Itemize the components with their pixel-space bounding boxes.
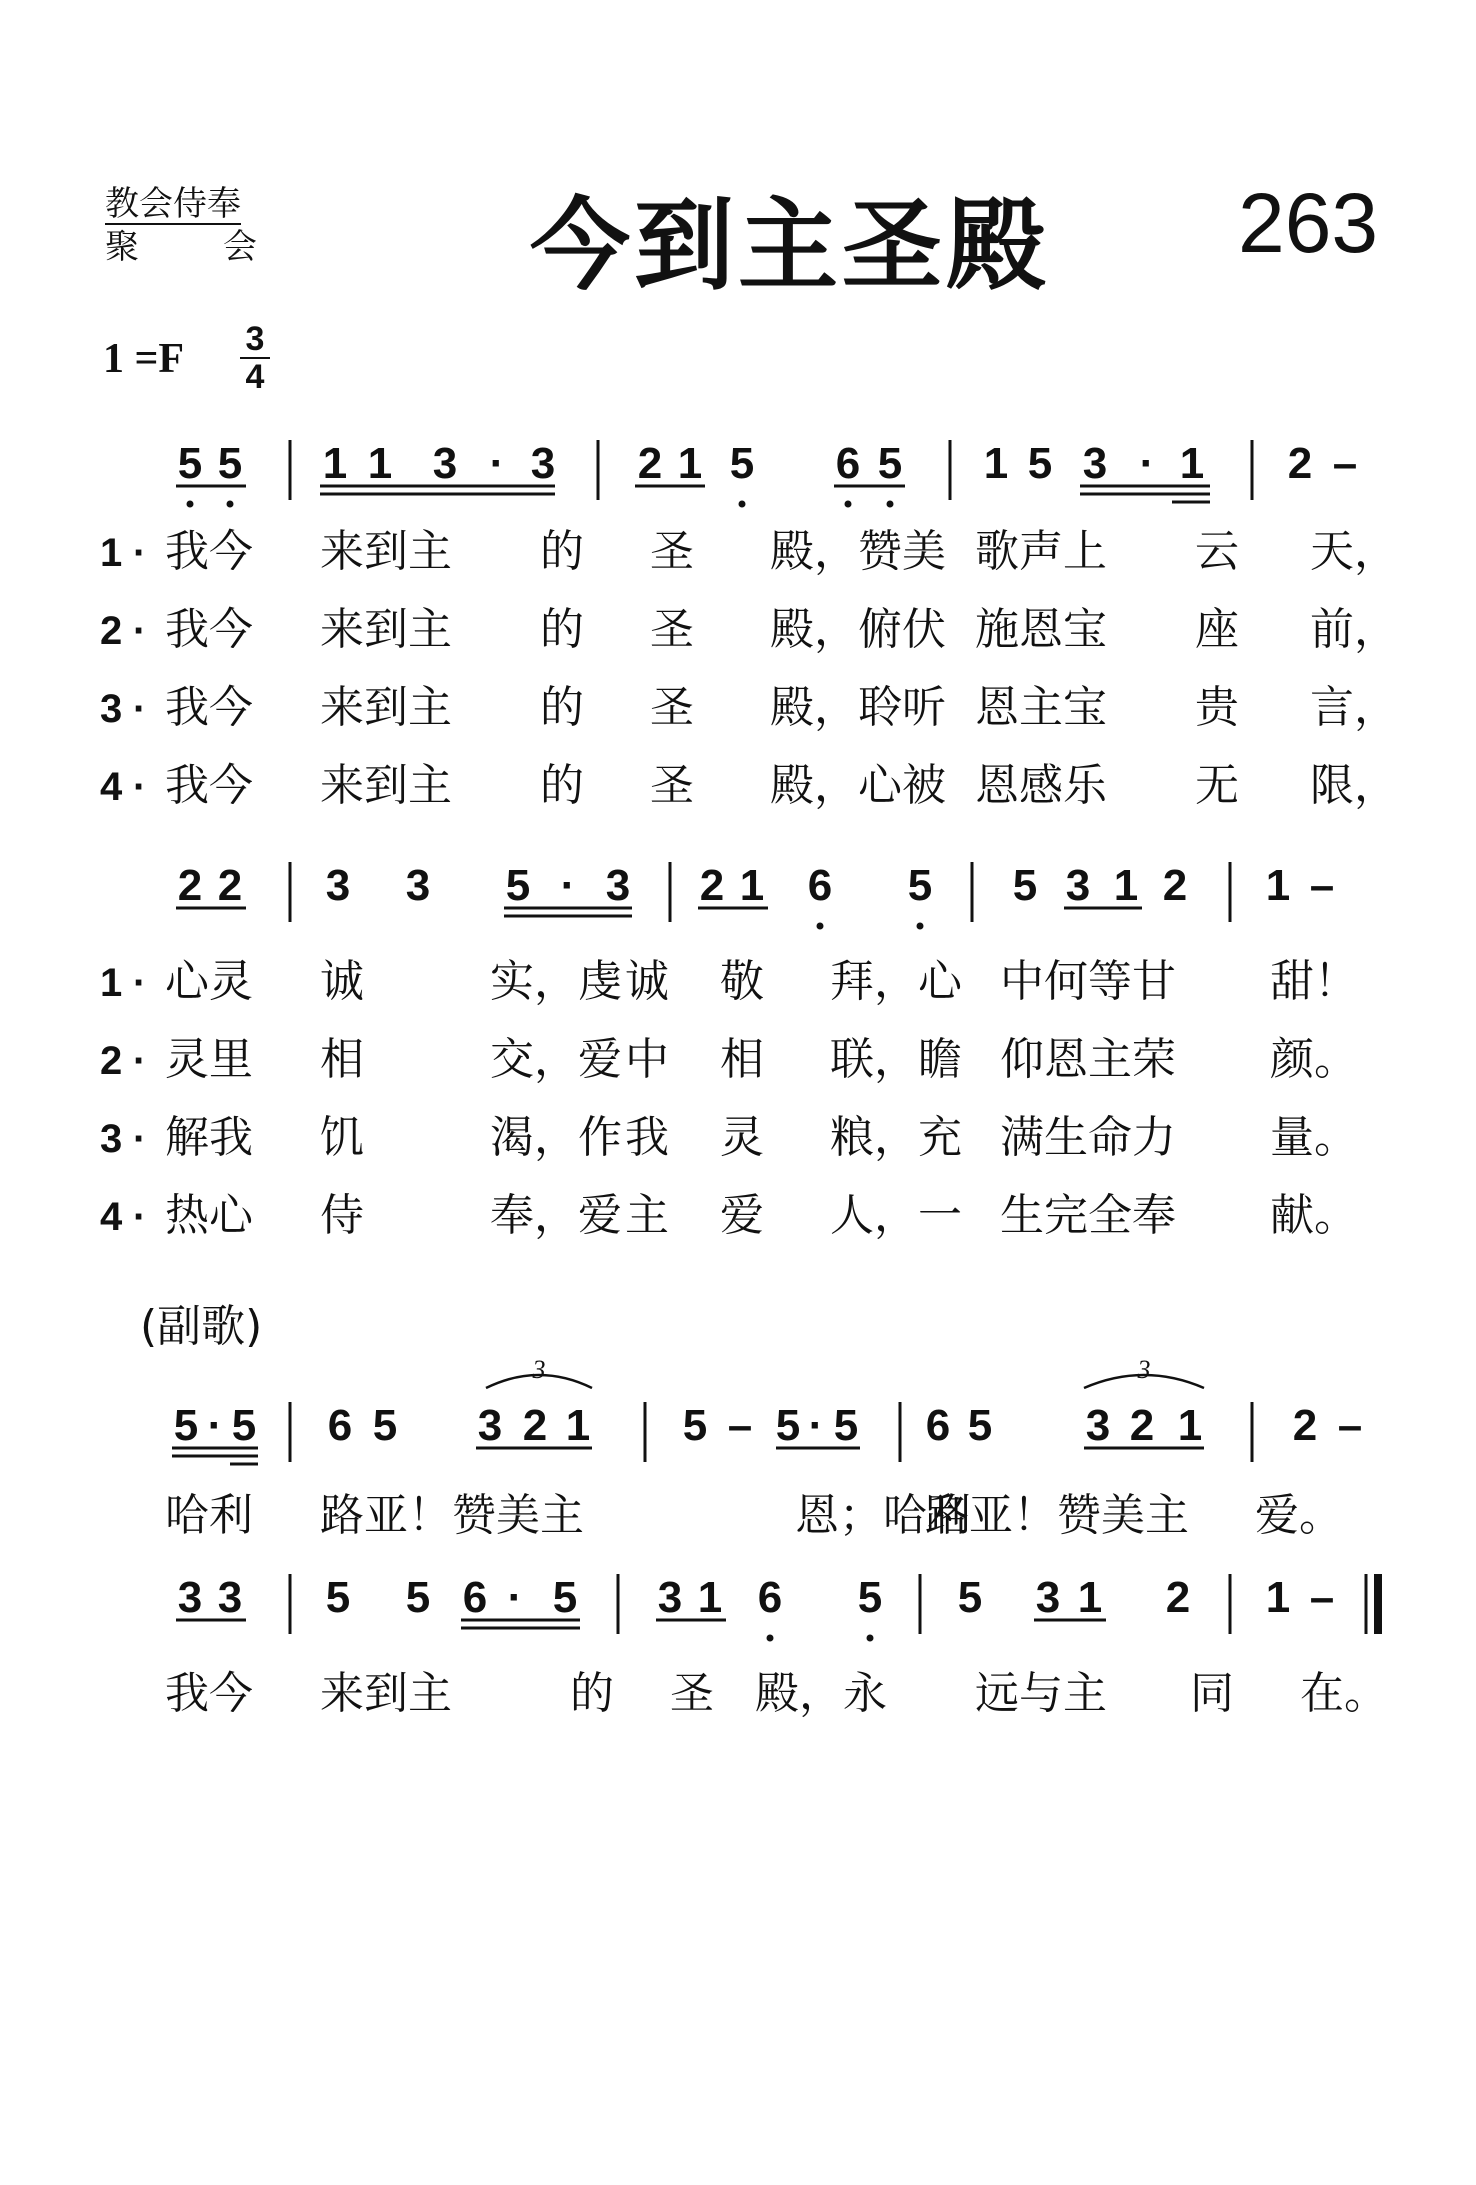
note-5: 5	[877, 439, 903, 488]
verse-number: 4	[100, 765, 123, 809]
lyric-syllable: 的	[540, 526, 584, 577]
lyric-syllable: 限，	[1310, 760, 1398, 811]
note-1: 1	[983, 439, 1009, 488]
low-octave-dot	[187, 501, 194, 508]
chorus-label: (副歌)	[140, 1301, 263, 1352]
note-5: 5	[857, 1573, 883, 1622]
note-3: 3	[477, 1401, 503, 1450]
lyric-syllable: 实，虔	[490, 956, 622, 1007]
note-dash: –	[1309, 861, 1335, 910]
lyric-syllable: 诚	[320, 956, 364, 1007]
lyric-syllable: 渴，作	[490, 1112, 622, 1163]
note-5: 5	[967, 1401, 993, 1450]
lyric-syllable: 的	[570, 1668, 614, 1719]
lyric-syllable: 圣	[650, 760, 694, 811]
lyric-syllable: 热心	[165, 1190, 253, 1241]
lyric-syllable: 远与主	[975, 1668, 1107, 1719]
note-1: 1	[739, 861, 765, 910]
note-1: 1	[322, 439, 348, 488]
lyric-syllable: 敬	[720, 956, 764, 1007]
verse-number: 2	[100, 1039, 123, 1083]
note-3: 3	[1082, 439, 1108, 488]
note-1: 1	[1265, 1573, 1291, 1622]
note-5: 5	[682, 1401, 708, 1450]
note-3: 3	[1065, 861, 1091, 910]
lyric-syllable: 交，爱	[490, 1034, 622, 1085]
lyric-syllable: 歌声上	[975, 526, 1107, 577]
note-1: 1	[565, 1401, 591, 1450]
note-2: 2	[637, 439, 663, 488]
note-dot: ·	[489, 439, 505, 488]
lyric-syllable: 来到主	[320, 526, 452, 577]
note-dot: ·	[808, 1401, 824, 1450]
verse-number-dot: ·	[133, 531, 147, 575]
note-3: 3	[177, 1573, 203, 1622]
lyric-syllable: 哈利	[165, 1490, 253, 1541]
note-3: 3	[217, 1573, 243, 1622]
lyric-syllable: 路亚！赞美主	[320, 1490, 584, 1541]
note-2: 2	[1162, 861, 1188, 910]
note-6: 6	[925, 1401, 951, 1450]
lyric-syllable: 我今	[165, 526, 253, 577]
note-dash: –	[1332, 439, 1358, 488]
lyric-syllable: 联，瞻	[830, 1034, 962, 1085]
lyric-syllable: 颜。	[1270, 1034, 1358, 1085]
lyric-syllable: 献。	[1270, 1190, 1358, 1241]
note-dot: ·	[207, 1401, 223, 1450]
lyric-syllable: 心灵	[165, 956, 253, 1007]
subcategory-char-a: 聚	[105, 227, 139, 267]
verse-number-dot: ·	[133, 961, 147, 1005]
verse-number: 1	[100, 531, 123, 575]
time-signature-top: 3	[245, 320, 265, 358]
note-5: 5	[177, 439, 203, 488]
lyric-syllable: 来到主	[320, 1668, 452, 1719]
note-5: 5	[833, 1401, 859, 1450]
note-1: 1	[1177, 1401, 1203, 1450]
note-2: 2	[1287, 439, 1313, 488]
note-3: 3	[405, 861, 431, 910]
note-2: 2	[1165, 1573, 1191, 1622]
verse-number: 3	[100, 1117, 123, 1161]
lyric-syllable: 主	[625, 1190, 669, 1241]
lyric-syllable: 言，	[1310, 682, 1398, 733]
note-3: 3	[325, 861, 351, 910]
note-1: 1	[1179, 439, 1205, 488]
lyric-syllable: 的	[540, 682, 584, 733]
subcategory-char-b: 会	[223, 227, 257, 267]
lyric-syllable: 我	[625, 1112, 669, 1163]
lyric-syllable: 相	[720, 1034, 764, 1085]
verse-number: 3	[100, 687, 123, 731]
note-2: 2	[699, 861, 725, 910]
lyric-syllable: 殿，心被	[770, 760, 946, 811]
low-octave-dot	[845, 501, 852, 508]
lyric-syllable: 同	[1190, 1668, 1234, 1719]
lyric-syllable: 满生命力	[1000, 1112, 1176, 1163]
note-3: 3	[432, 439, 458, 488]
lyric-syllable: 我今	[165, 1668, 253, 1719]
lyric-syllable: 在。	[1300, 1668, 1388, 1719]
lyric-syllable: 我今	[165, 604, 253, 655]
lyric-syllable: 殿，赞美	[770, 526, 946, 577]
lyric-syllable: 生完全奉	[1000, 1190, 1176, 1241]
low-octave-dot	[817, 923, 824, 930]
note-3: 3	[1085, 1401, 1111, 1450]
verse-number-dot: ·	[133, 1117, 147, 1161]
note-5: 5	[372, 1401, 398, 1450]
note-1: 1	[677, 439, 703, 488]
lyric-syllable: 的	[540, 760, 584, 811]
lyric-syllable: 灵	[720, 1112, 764, 1163]
low-octave-dot	[917, 923, 924, 930]
lyric-syllable: 施恩宝	[975, 604, 1107, 655]
note-5: 5	[231, 1401, 257, 1450]
note-dot: ·	[1139, 439, 1155, 488]
low-octave-dot	[739, 501, 746, 508]
note-5: 5	[729, 439, 755, 488]
note-6: 6	[757, 1573, 783, 1622]
low-octave-dot	[227, 501, 234, 508]
lyric-syllable: 来到主	[320, 760, 452, 811]
note-3: 3	[530, 439, 556, 488]
lyric-syllable: 殿，永	[755, 1668, 887, 1719]
lyric-syllable: 人，一	[830, 1190, 962, 1241]
note-3: 3	[1035, 1573, 1061, 1622]
note-2: 2	[217, 861, 243, 910]
lyric-syllable: 我今	[165, 682, 253, 733]
triplet-number: 3	[532, 1355, 546, 1384]
verse-number-dot: ·	[133, 765, 147, 809]
lyric-syllable: 前，	[1310, 604, 1398, 655]
lyric-syllable: 云	[1195, 526, 1239, 577]
lyric-syllable: 拜，心	[830, 956, 962, 1007]
lyric-syllable: 的	[540, 604, 584, 655]
note-dash: –	[1309, 1573, 1335, 1622]
verse-number-dot: ·	[133, 609, 147, 653]
verse-number: 1	[100, 961, 123, 1005]
note-5: 5	[957, 1573, 983, 1622]
lyric-syllable: 圣	[650, 682, 694, 733]
lyric-syllable: 恩主宝	[975, 682, 1107, 733]
lyric-syllable: 来到主	[320, 682, 452, 733]
note-1: 1	[1265, 861, 1291, 910]
lyric-syllable: 殿，聆听	[770, 682, 946, 733]
lyric-syllable: 爱。	[1255, 1490, 1343, 1541]
note-3: 3	[657, 1573, 683, 1622]
note-5: 5	[1012, 861, 1038, 910]
hymn-number: 263	[1238, 176, 1379, 270]
low-octave-dot	[867, 1635, 874, 1642]
lyric-syllable: 来到主	[320, 604, 452, 655]
note-1: 1	[367, 439, 393, 488]
verse-number: 4	[100, 1195, 123, 1239]
note-5: 5	[405, 1573, 431, 1622]
lyric-syllable: 圣	[650, 526, 694, 577]
verse-number-dot: ·	[133, 687, 147, 731]
note-2: 2	[1292, 1401, 1318, 1450]
final-bar-thick	[1374, 1574, 1382, 1634]
note-2: 2	[1129, 1401, 1155, 1450]
note-6: 6	[835, 439, 861, 488]
lyric-syllable: 恩感乐	[975, 760, 1107, 811]
lyric-syllable: 中何等甘	[1000, 956, 1176, 1007]
note-6: 6	[462, 1573, 488, 1622]
category-label: 教会侍奉	[105, 184, 241, 224]
verse-number-dot: ·	[133, 1039, 147, 1083]
note-5: 5	[325, 1573, 351, 1622]
lyric-syllable: 圣	[670, 1668, 714, 1719]
time-signature-bottom: 4	[245, 358, 265, 396]
lyric-syllable: 奉，爱	[490, 1190, 622, 1241]
note-5: 5	[173, 1401, 199, 1450]
lyric-syllable: 路亚！赞美主	[925, 1490, 1189, 1541]
lyric-syllable: 诚	[625, 956, 669, 1007]
note-5: 5	[217, 439, 243, 488]
note-dot: ·	[560, 861, 576, 910]
lyric-syllable: 灵里	[165, 1034, 253, 1085]
hymn-title: 今到主圣殿	[530, 187, 1050, 304]
lyric-syllable: 相	[320, 1034, 364, 1085]
note-dot: ·	[507, 1573, 523, 1622]
lyric-syllable: 贵	[1195, 682, 1239, 733]
note-5: 5	[552, 1573, 578, 1622]
lyric-syllable: 甜！	[1270, 956, 1358, 1007]
lyric-syllable: 仰恩主荣	[1000, 1034, 1176, 1085]
lyric-syllable: 我今	[165, 760, 253, 811]
triplet-number: 3	[1137, 1355, 1151, 1384]
note-1: 1	[1077, 1573, 1103, 1622]
note-2: 2	[522, 1401, 548, 1450]
lyric-syllable: 圣	[650, 604, 694, 655]
note-1: 1	[697, 1573, 723, 1622]
lyric-syllable: 无	[1195, 760, 1239, 811]
lyric-syllable: 饥	[320, 1112, 364, 1163]
lyric-syllable: 天，	[1310, 526, 1398, 577]
note-5: 5	[505, 861, 531, 910]
note-5: 5	[775, 1401, 801, 1450]
lyric-syllable: 粮，充	[830, 1112, 962, 1163]
verse-number-dot: ·	[133, 1195, 147, 1239]
note-2: 2	[177, 861, 203, 910]
verse-number: 2	[100, 609, 123, 653]
note-1: 1	[1113, 861, 1139, 910]
note-6: 6	[807, 861, 833, 910]
note-3: 3	[605, 861, 631, 910]
note-dash: –	[1337, 1401, 1363, 1450]
key-signature: 1 =F	[103, 336, 185, 382]
low-octave-dot	[887, 501, 894, 508]
lyric-syllable: 解我	[165, 1112, 253, 1163]
lyric-syllable: 爱	[720, 1190, 764, 1241]
lyric-syllable: 殿，俯伏	[770, 604, 946, 655]
note-5: 5	[907, 861, 933, 910]
note-6: 6	[327, 1401, 353, 1450]
lyric-syllable: 中	[625, 1034, 669, 1085]
low-octave-dot	[767, 1635, 774, 1642]
lyric-syllable: 侍	[320, 1190, 364, 1241]
lyric-syllable: 座	[1195, 604, 1239, 655]
note-5: 5	[1027, 439, 1053, 488]
lyric-syllable: 恩；哈利	[795, 1490, 971, 1541]
note-dash: –	[727, 1401, 753, 1450]
lyric-syllable: 量。	[1270, 1112, 1358, 1163]
